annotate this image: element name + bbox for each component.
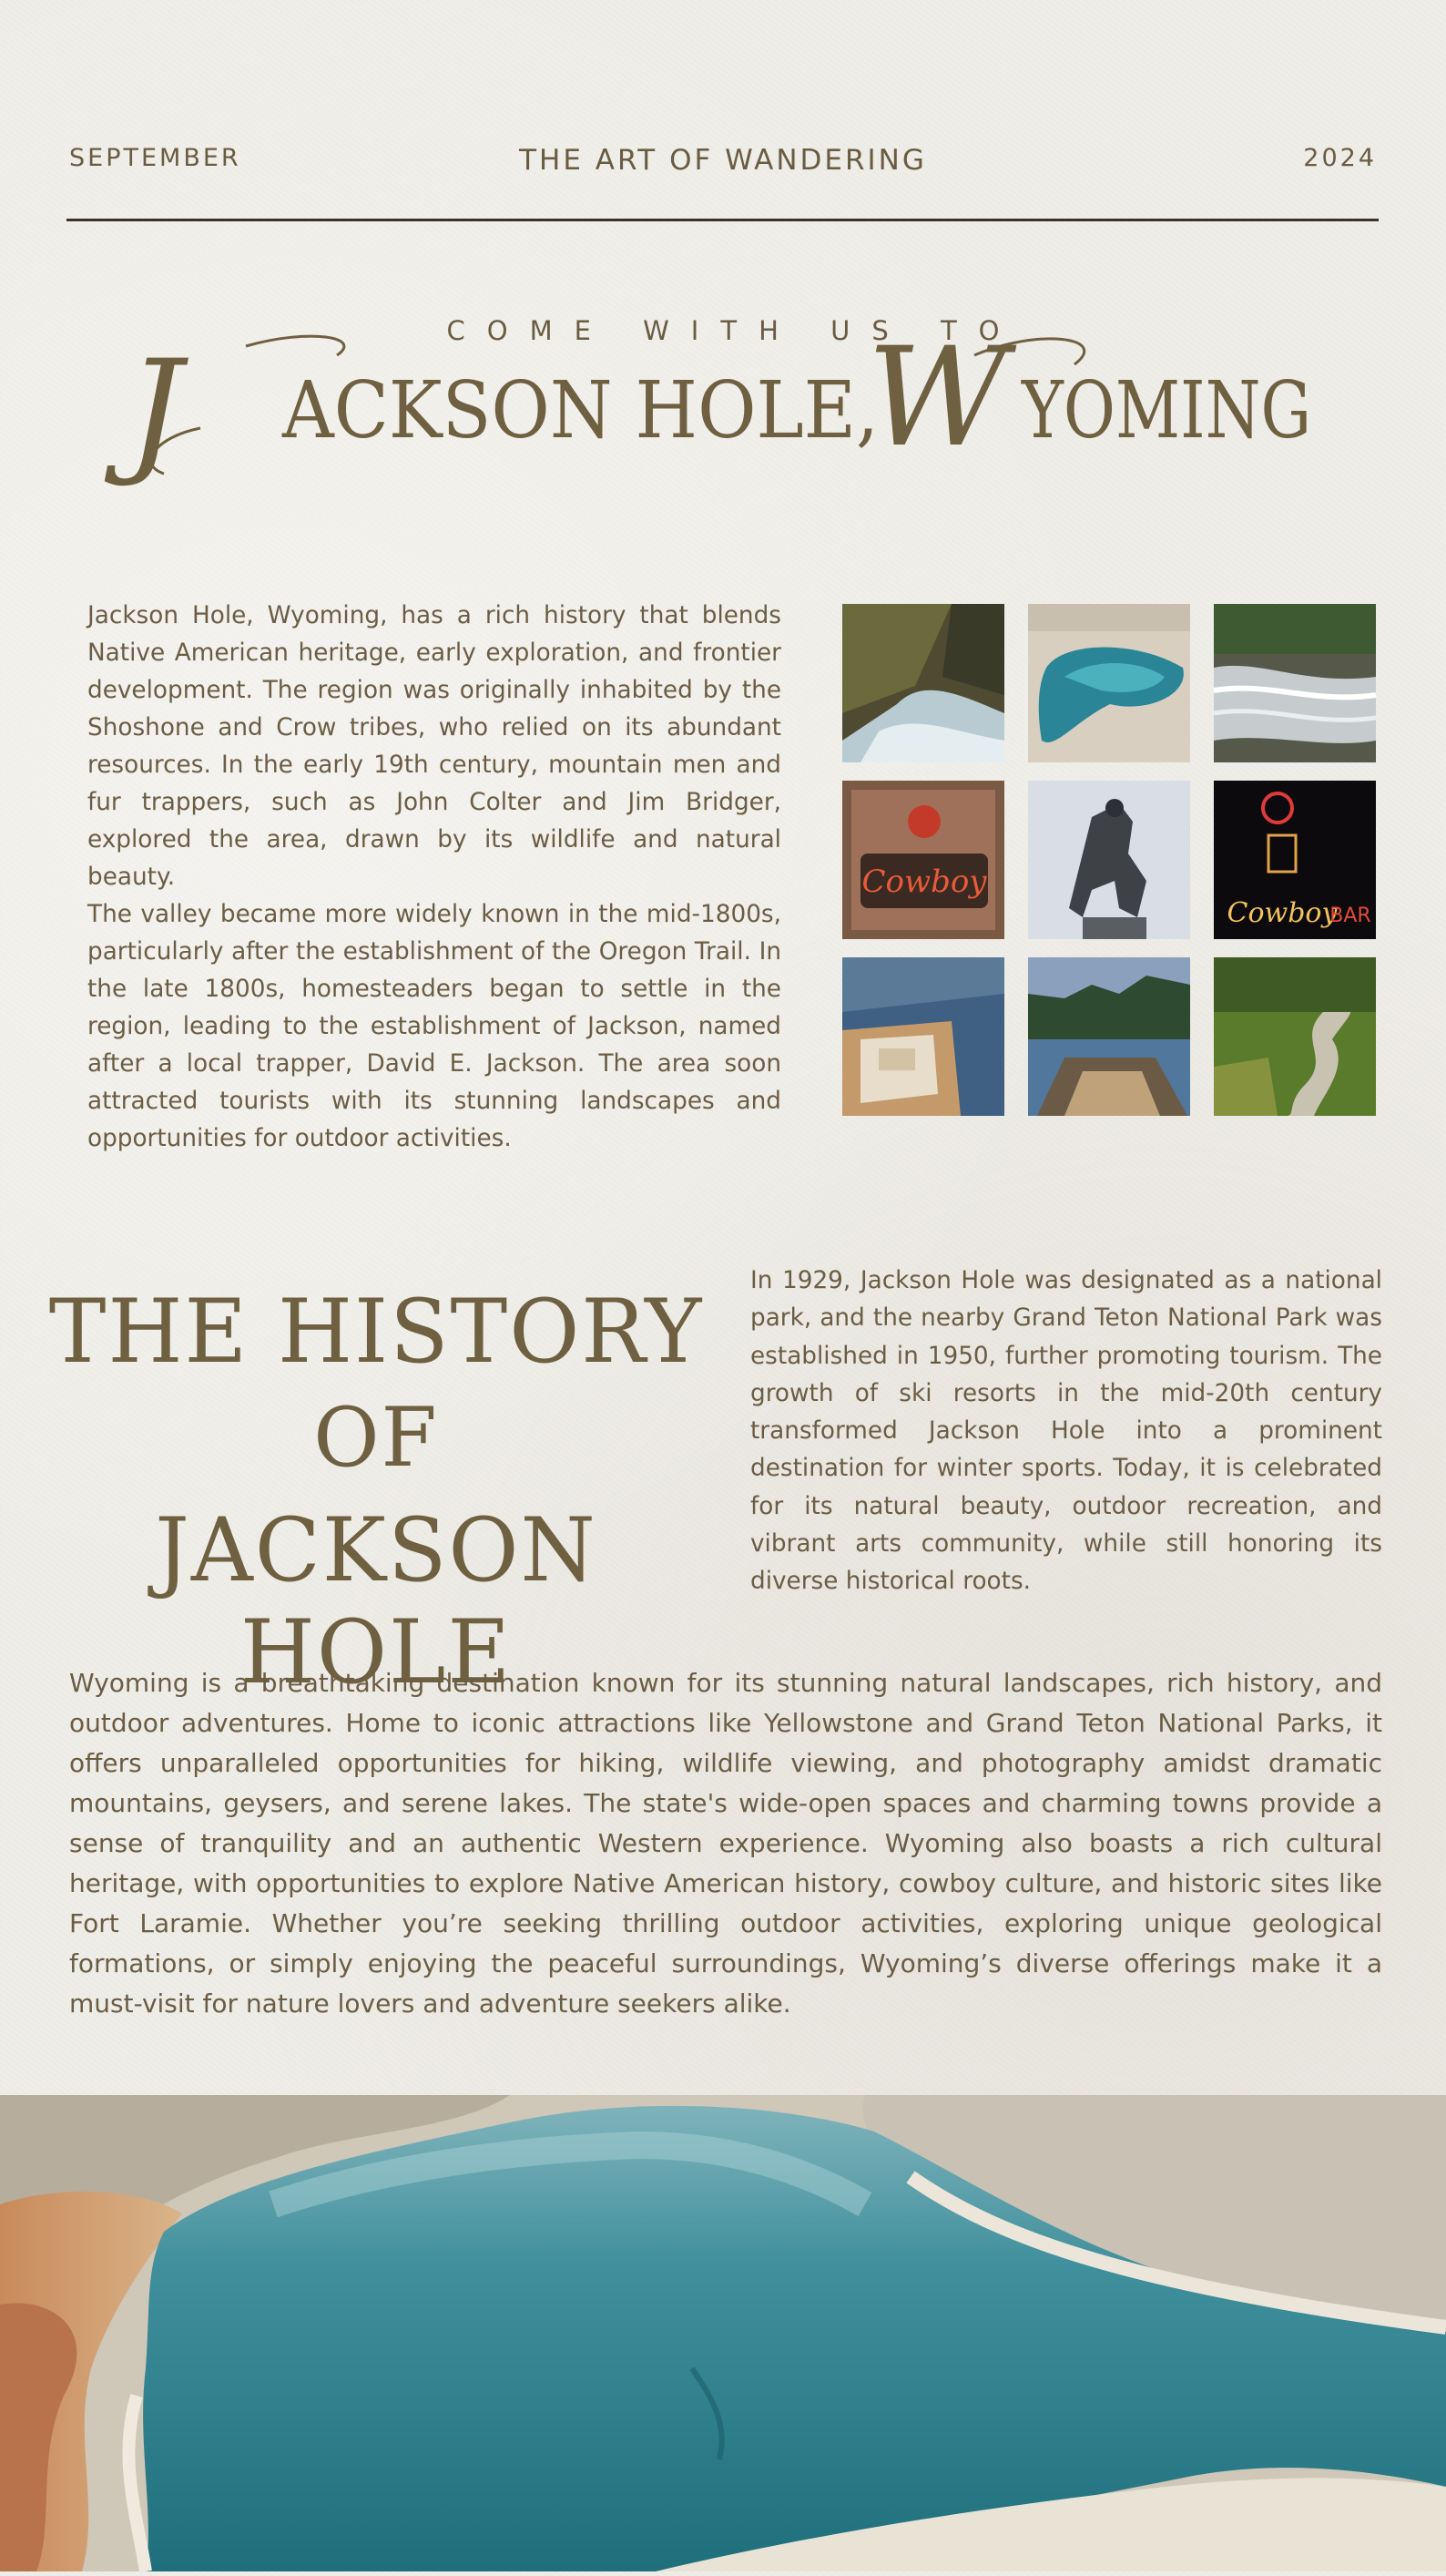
- cowboy-bar-sign-photo-icon: [842, 781, 1004, 939]
- waterfall-photo-icon: [842, 604, 1004, 762]
- history-heading-line2: OF: [313, 1390, 439, 1486]
- hero-title: [127, 319, 1329, 492]
- title-initial-j: J: [127, 332, 183, 490]
- issue-month: SEPTEMBER: [69, 144, 241, 172]
- header-divider: [66, 219, 1379, 221]
- drift-boat-photo-icon: [842, 957, 1004, 1116]
- sign-cowboy-text: Cowboy: [861, 864, 987, 900]
- neon-cowboy-text: Cowboy: [1227, 897, 1338, 929]
- title-jackson-hole: ACKSON HOLE,: [281, 365, 880, 456]
- hero-kicker: COME WITH US TO: [446, 315, 1022, 346]
- history-heading-line1: THE HISTORY: [48, 1281, 704, 1383]
- lake-boat-photo-icon: [1028, 957, 1190, 1116]
- publication-title: THE ART OF WANDERING: [519, 144, 927, 177]
- river-valley-aerial-photo-icon: [1214, 957, 1376, 1116]
- history-heading-line3: JACKSON HOLE: [155, 1499, 597, 1703]
- title-flourish-top: [246, 336, 344, 355]
- hot-spring-photo-icon: [1028, 604, 1190, 762]
- hot-spring-banner-photo: [0, 2095, 1446, 2571]
- intro-text: [87, 598, 781, 1158]
- title-wyoming: YOMING: [1021, 365, 1311, 456]
- issue-year: 2024: [1303, 144, 1377, 172]
- history-paragraph: In 1929, Jackson Hole was designated as a national park, and the nearby Grand Teton National Park was established in 1950, further promoting tourism. The growth of ski resorts in the mid-20th century transformed Jackson Hole into a prominent destination for winter sports. Today, it is celebrated for its natural beauty, outdoor recreation, and vibrant arts community, while still honoring its diverse historical roots.: [750, 1267, 1382, 1596]
- bronco-statue-photo-icon: [1028, 781, 1190, 939]
- intro-paragraph-1: Jackson Hole, Wyoming, has a rich history that blends Native American heritage, early exploration, and frontier development. The region was originally inhabited by the Shoshone and Crow tribes, who relied on its abundant resources. In the early 19th century, mountain men and fur trappers, such as John Colter and Jim Bridger, explored the area, drawn by its wildlife and natural beauty.: [87, 602, 781, 891]
- wyoming-paragraph: Wyoming is a breathtaking destination known for its stunning natural landscapes, rich history, and outdoor adventures. Home to iconic attractions like Yellowstone and Grand Teton National Parks, it offers unparalleled opportunities for hiking, wildlife viewing, and photography amidst dramatic mountains, geysers, and serene lakes. The state's wide-open spaces and charming towns provide a sense of tranquility and an authentic Western experience. Wyoming also boasts a rich cultural heritage, with opportunities to explore Native American history, cowboy culture, and historic sites like Fort Laramie. Whether you’re seeking thrilling outdoor activities, exploring unique geological formations, or simply enjoying the peaceful surroundings, Wyoming’s diverse offerings make it a must-visit for nature lovers and adventure seekers alike.: [69, 1668, 1382, 2019]
- neon-cowboy-bar-photo-icon: [1214, 781, 1376, 939]
- title-initial-w: W: [867, 319, 1008, 477]
- river-rapids-photo-icon: [1214, 604, 1376, 762]
- intro-paragraph-2: The valley became more widely known in the mid-1800s, particularly after the establishment of the Oregon Trail. In the late 1800s, homesteaders began to settle in the region, leading to the establishment of Jackson, named after a local trapper, David E. Jackson. The area soon attracted tourists with its stunning landscapes and opportunities for outdoor activities.: [87, 901, 781, 1152]
- neon-bar-text: BAR: [1329, 905, 1371, 927]
